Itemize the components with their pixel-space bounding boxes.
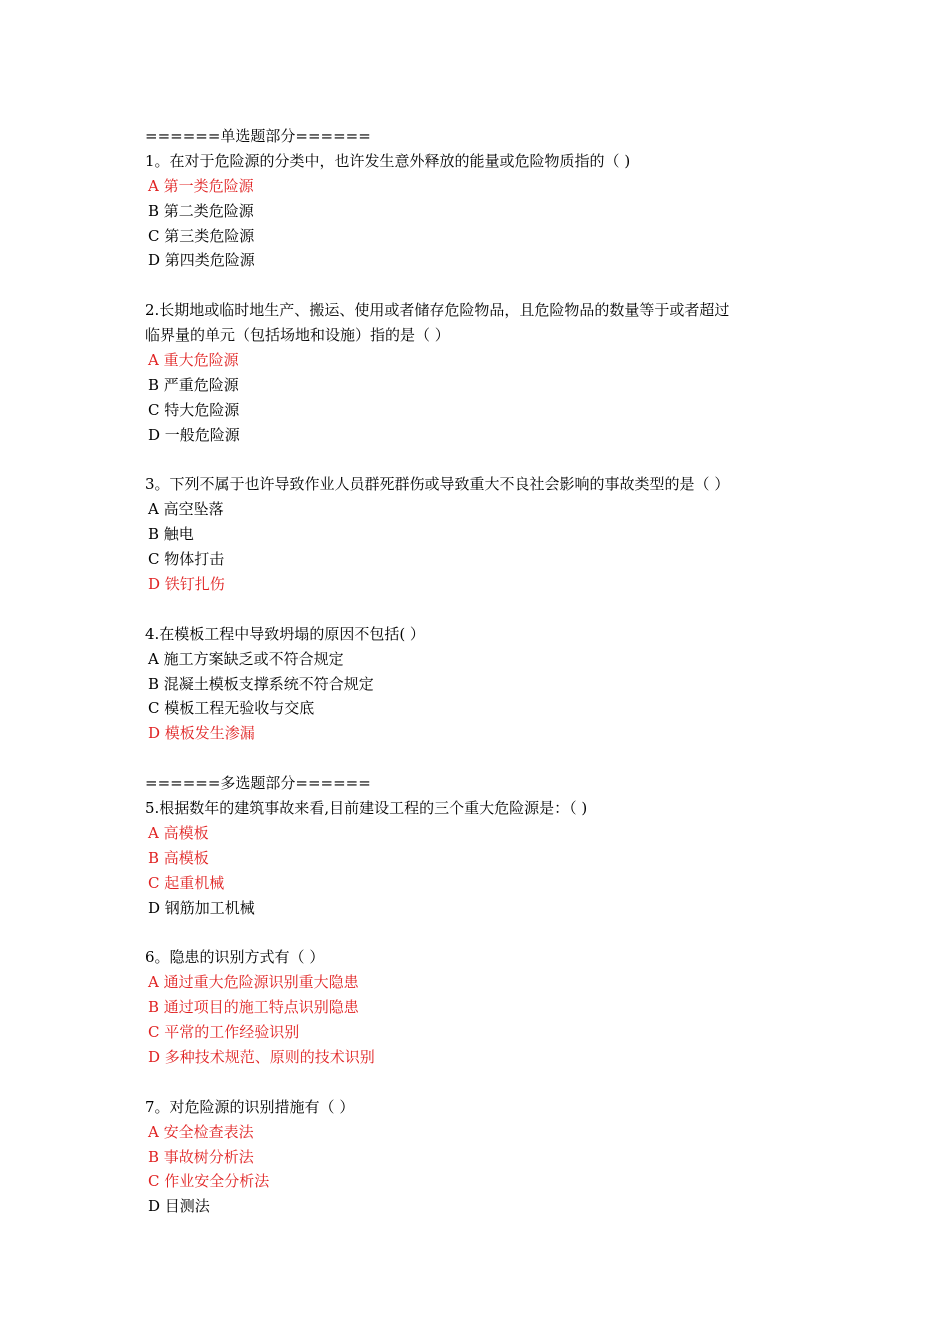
blank-line — [145, 448, 825, 473]
question-3 — [145, 472, 825, 596]
option-b: B 触电 — [148, 525, 194, 544]
option-a: A 高空坠落 — [148, 500, 224, 519]
option-c: C 起重机械 — [148, 873, 225, 892]
option-c: C 作业安全分析法 — [148, 1172, 270, 1191]
question-5 — [145, 796, 825, 920]
option-b: B 严重危险源 — [148, 375, 239, 394]
option-d: D 一般危险源 — [148, 425, 240, 444]
blank-line — [145, 921, 825, 946]
option-b: B 第二类危险源 — [148, 201, 254, 220]
question-1 — [145, 149, 825, 273]
question-2 — [145, 298, 825, 447]
question-text: 5.根据数年的建筑事故来看,目前建设工程的三个重大危险源是：（ ) — [145, 799, 588, 818]
option-d: D 多种技术规范、原则的技术识别 — [148, 1047, 375, 1066]
option-d: D 钢筋加工机械 — [148, 898, 255, 917]
option-d: D 目测法 — [148, 1197, 210, 1216]
option-c: C 第三类危险源 — [148, 226, 255, 245]
option-c: C 模板工程无验收与交底 — [148, 699, 315, 718]
option-a: A 安全检查表法 — [148, 1122, 254, 1141]
quiz-document — [145, 124, 825, 1219]
option-a: A 第一类危险源 — [148, 176, 254, 195]
question-text: 2.长期地或临时地生产、搬运、使用或者储存危险物品，且危险物品的数量等于或者超过 — [145, 301, 730, 320]
question-text: 3。下列不属于也许导致作业人员群死群伤或导致重大不良社会影响的事故类型的是（ ） — [145, 475, 730, 494]
blank-line — [145, 273, 825, 298]
option-c: C 平常的工作经验识别 — [148, 1023, 300, 1042]
option-c: C 特大危险源 — [148, 400, 240, 419]
option-b: B 高模板 — [148, 848, 209, 867]
question-text: 4.在模板工程中导致坍塌的原因不包括( ） — [145, 624, 425, 643]
option-a: A 重大危险源 — [148, 351, 239, 370]
question-4 — [145, 622, 825, 746]
option-d: D 模板发生渗漏 — [148, 724, 255, 743]
option-b: B 通过项目的施工特点识别隐患 — [148, 998, 359, 1017]
option-a: A 高模板 — [148, 823, 209, 842]
option-b: B 混凝土模板支撑系统不符合规定 — [148, 674, 374, 693]
option-a: A 通过重大危险源识别重大隐患 — [148, 973, 359, 992]
blank-line — [145, 1070, 825, 1095]
question-6 — [145, 945, 825, 1069]
option-c: C 物体打击 — [148, 550, 225, 569]
blank-line — [145, 746, 825, 771]
question-text: 7。对危险源的识别措施有（ ） — [145, 1097, 355, 1116]
question-text-continued: 临界量的单元（包括场地和设施）指的是（ ） — [145, 326, 450, 345]
option-d: D 第四类危险源 — [148, 251, 255, 270]
question-7 — [145, 1095, 825, 1219]
option-b: B 事故树分析法 — [148, 1147, 254, 1166]
section-header-multiple-choice: ======多选题部分====== — [145, 774, 371, 793]
option-d: D 铁钉扎伤 — [148, 575, 225, 594]
option-a: A 施工方案缺乏或不符合规定 — [148, 649, 344, 668]
question-text: 1。在对于危险源的分类中，也许发生意外释放的能量或危险物质指的（ ) — [145, 151, 631, 170]
section-header-single-choice: ======单选题部分====== — [145, 127, 371, 145]
blank-line — [145, 597, 825, 622]
question-text: 6。隐患的识别方式有（ ） — [145, 948, 325, 967]
